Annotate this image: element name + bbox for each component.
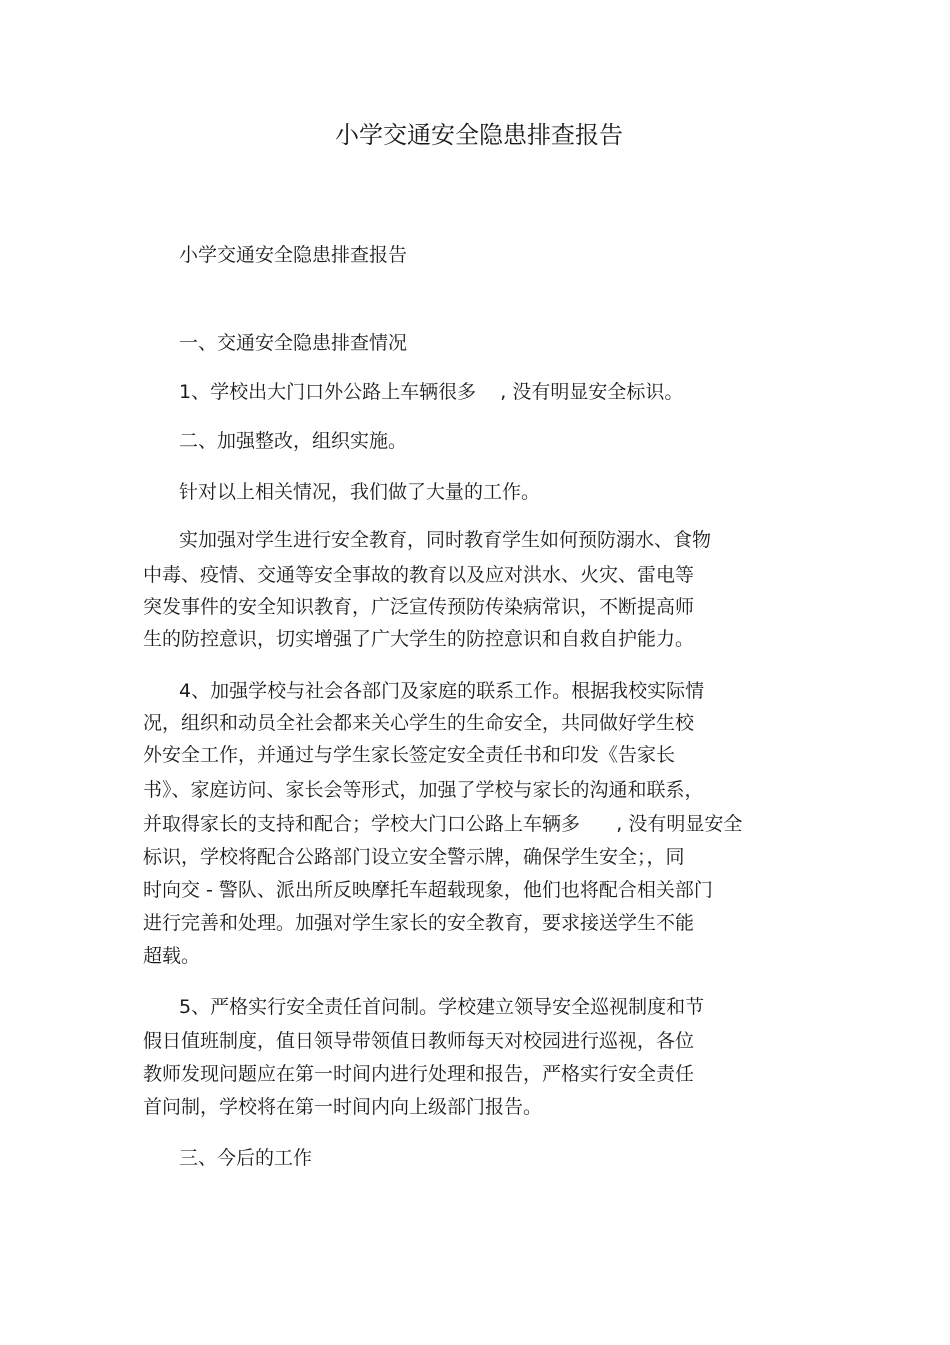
paragraph-line: 1、学校出大门口外公路上车辆很多 , 没有明显安全标识。 — [179, 381, 684, 403]
section-heading-1: 一、交通安全隐患排查情况 — [179, 332, 408, 354]
paragraph-line: 5、严格实行安全责任首问制。学校建立领导安全巡视制度和节 — [179, 996, 705, 1018]
paragraph-line: 时向交 - 警队、派出所反映摩托车超载现象，他们也将配合相关部门 — [143, 879, 713, 901]
paragraph-line: 实加强对学生进行安全教育，同时教育学生如何预防溺水、食物 — [179, 529, 712, 551]
paragraph-line: 进行完善和处理。加强对学生家长的安全教育，要求接送学生不能 — [143, 912, 695, 934]
paragraph-line: 况，组织和动员全社会都来关心学生的生命安全，共同做好学生校 — [143, 712, 695, 734]
paragraph-line: 书》、家庭访问、家长会等形式，加强了学校与家长的沟通和联系， — [143, 779, 704, 801]
paragraph-line: 外安全工作，并通过与学生家长签定安全责任书和印发《告家长 — [143, 744, 676, 766]
paragraph-line: 假日值班制度，值日领导带领值日教师每天对校园进行巡视，各位 — [143, 1030, 695, 1052]
paragraph-line: 标识，学校将配合公路部门设立安全警示牌，确保学生安全；，同 — [143, 846, 685, 868]
document-subtitle: 小学交通安全隐患排查报告 — [179, 244, 408, 266]
paragraph-line: 超载。 — [143, 945, 201, 967]
document-title: 小学交通安全隐患排查报告 — [335, 121, 623, 149]
paragraph-line: 教师发现问题应在第一时间内进行处理和报告，严格实行安全责任 — [143, 1063, 695, 1085]
section-heading-3: 三、今后的工作 — [179, 1147, 313, 1169]
paragraph-line: 中毒、疫情、交通等安全事故的教育以及应对洪水、火灾、雷电等 — [143, 564, 695, 586]
paragraph-line: 针对以上相关情况，我们做了大量的工作。 — [179, 481, 541, 503]
paragraph-line: 首问制，学校将在第一时间内向上级部门报告。 — [143, 1096, 543, 1118]
paragraph-line: 突发事件的安全知识教育，广泛宣传预防传染病常识，不断提高师 — [143, 596, 695, 618]
section-heading-2: 二、加强整改，组织实施。 — [179, 430, 408, 452]
paragraph-line: 并取得家长的支持和配合；学校大门口公路上车辆多 , 没有明显安全 — [143, 813, 743, 835]
paragraph-line: 生的防控意识，切实增强了广大学生的防控意识和自救自护能力。 — [143, 628, 695, 650]
paragraph-line: 4、加强学校与社会各部门及家庭的联系工作。根据我校实际情 — [179, 680, 705, 702]
